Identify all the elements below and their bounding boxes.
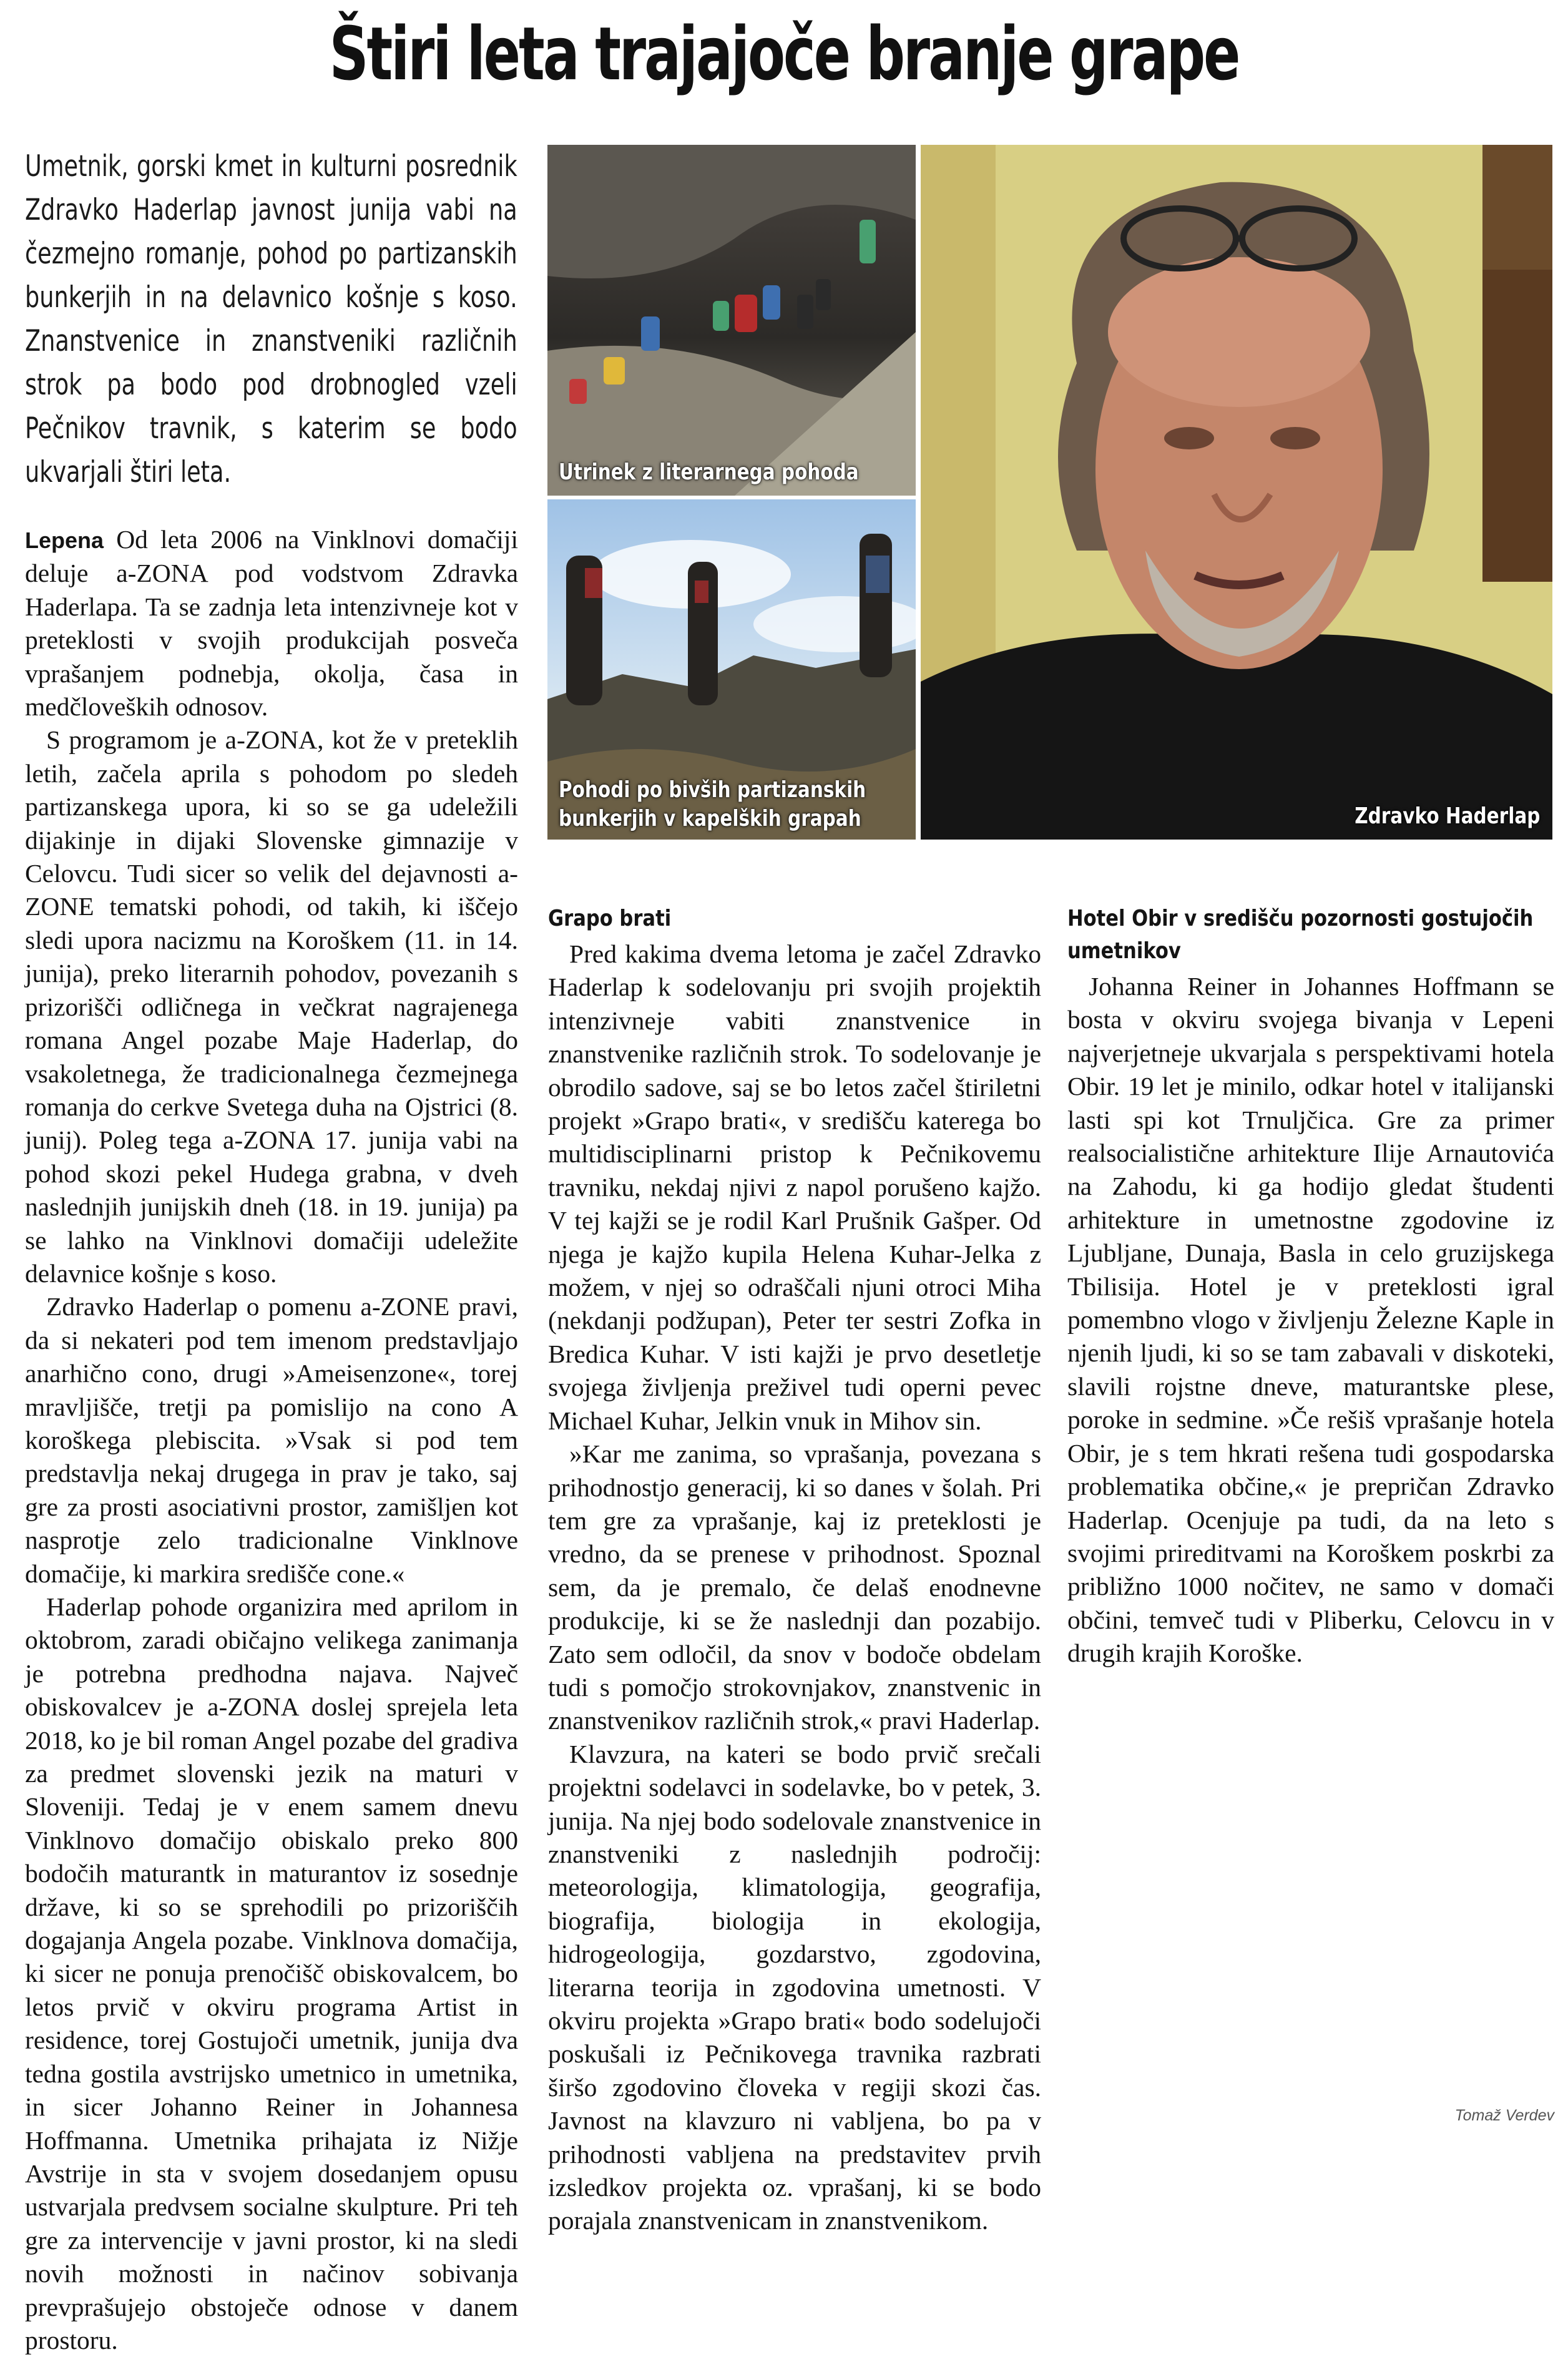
- dateline: Lepena: [25, 527, 104, 553]
- body-paragraph: Pred kakima dvema letoma je začel Zdravko Haderlap k sodelovanju pri svojih projektih intenzivneje vabiti znanstvenice in znanstvenike različnih strok. To sodelovanje je obrodilo sadove, saj se bo letos začel štiriletni projekt »Grapo brati«, v središču katerega bo multidisciplinarni pristop k Pečnikovemu travniku, nekdaj njivi z napol porušeno kajžo. V tej kajži se je rodil Karl Prušnik Gašper. Od njega je kajžo kupila Helena Kuhar-Jelka z možem, v njej so odraščali njuni otroci Miha (nekdanji podžupan), Peter ter sestri Zofka in Bredica Kuhar. V isti kajži je prvo desetletje svojega življenja preživel tudi operni pevec Michael Kuhar, Jelkin vnuk in Mihov sin.: [548, 939, 1041, 1435]
- cave-hike-image: [547, 145, 916, 496]
- body-paragraph: S programom je a-ZONA, kot že v preteklih letih, začela aprila s pohodom po sledeh partizanskega upora, ki so se ga udeležili dijakinje in dijaki Slovenske gimnazije v Celovcu. Tudi sicer so velik del dejavnosti a-ZONE tematski pohodi, od takih, ki iščejo sledi upora nacizmu na Koroškem (11. in 14. junija), preko literarnih pohodov, povezanih s prizorišči odličnega in večkrat nagrajenega romana Angel pozabe Maje Haderlap, do vsakoletnega, že tradicionalnega čezmejnega romanja do cerkve Svetega duha na Ojstrici (8. junij). Poleg tega a-ZONA 17. junija vabi na pohod skozi pekel Hudega grabna, v dveh naslednjih junijskih dneh (18. in 19. junija) pa se lahko na Vinklnovi domačiji udeležite delavnice košnje s koso.: [25, 725, 518, 1288]
- body-paragraph: Klavzura, na kateri se bodo prvič srečali projektni sodelavci in sodelavke, bo v petek, 3. junija. Na njej bodo sodelovale znanstvenice in znanstveniki z naslednjih področij: meteorologija, klimatologija, geografija, biografija, biologija in ekologija, hidrogeologija, gozdarstvo, zgodovina, literarna teorija in zgodovina umetnosti. V okviru projekta »Grapo brati« bodo sodelujoči poskušali iz Pečnikovega travnika razbrati širšo zgodovino človeka v regiji skozi čas. Javnost na klavzuro ni vabljena, bo pa v prihodnosti vabljena na predstavitev prvih izsledkov projekta oz. vprašanj, ki se bodo porajala znanstvenicam in znanstvenikom.: [548, 1739, 1041, 2235]
- article-column-3: [1067, 886, 1554, 1670]
- body-paragraph: Johanna Reiner in Johannes Hoffmann se bosta v okviru svojega bivanja v Lepeni najverjetneje ukvarjala s perspektivami hotela Obir. 19 let je minilo, odkar hotel v italijanski lasti spi kot Trnuljčica. Gre za primer realsocialistične arhitekture Ilije Arnautovića na Zahodu, ki ga hodijo gledat študenti arhitekture in umetnostne zgodovine iz Ljubljane, Dunaja, Basla in celo gruzijskega Tbilisija. Hotel je v preteklosti igral pomembno vlogo v življenju Železne Kaple in njenih ljudi, ki so se tam zabavali v diskoteki, slavili rojstne dneve, maturantske plese, poroke in sedmine. »Če rešiš vprašanje hotela Obir, je s tem hkrati rešena tudi gospodarska problematika občine,« je prepričan Zdravko Haderlap. Ocenjuje pa tudi, da na leto s svojimi prireditvami na Koroškem poskrbi za približno 1000 nočitev, ne samo v domači občini, temveč tudi v Pliberku, Celovcu in v drugih krajih Koroške.: [1067, 972, 1554, 1668]
- body-paragraph: Lepena Od leta 2006 na Vinklnovi domačiji deluje a-ZONA pod vodstvom Zdravka Haderlapa. Ta se zadnja leta intenzivneje kot v preteklosti v svojih produkcijah posveča vprašanjem podnebja, okolja, časa in medčloveških odnosov.: [25, 525, 518, 722]
- article-column-2: [548, 886, 1041, 2238]
- portrait-image: [921, 145, 1552, 840]
- lead-paragraph: Umetnik, gorski kmet in kulturni posrednik Zdravko Haderlap javnost junija vabi na čezmejno romanje, pohod po partizanskih bunkerjih in na delavnico košnje s koso. Znanstvenice in znanstveniki različnih strok pa bodo pod drobnogled vzeli Pečnikov travnik, s katerim se bodo ukvarjali štiri leta.: [25, 149, 517, 489]
- photo-caption: Zdravko Haderlap: [1354, 803, 1540, 829]
- section-heading: Grapo brati: [548, 906, 672, 931]
- body-paragraph: Zdravko Haderlap o pomenu a-ZONE pravi, da si nekateri pod tem imenom predstavljajo anarhično cono, drugi »Ameisenzone«, torej mravljišče, tretji pa pomislijo na cono A koroškega plebiscita. »Vsak si pod tem predstavlja nekaj drugega in prav je tako, saj gre za prosti asociativni prostor, zamišljen kot nasprotje zelo tradicionalne Vinklnove domačije, ki markira središče cone.«: [25, 1292, 518, 1588]
- body-paragraph: »Kar me zanima, so vprašanja, povezana s prihodnostjo generacij, ki so danes v šolah. Pri tem gre za vprašanje, kaj iz preteklosti je vredno, da se prenese v prihodnost. Spoznal sem, da je premalo, če delaš enodnevne produkcije, ki se že naslednji dan pozabijo. Zato sem odločil, da snov v bodoče obdelam tudi s pomočjo strokovnjakov, znanstvenic in znanstvenikov različnih strok,« pravi Haderlap.: [548, 1439, 1041, 1735]
- article-column-1: [25, 523, 518, 2357]
- section-heading: Hotel Obir v središču pozornosti gostujočih umetnikov: [1067, 906, 1534, 964]
- body-paragraph-continued: Haderlap pohode organizira med aprilom in oktobrom, zaradi običajno velikega zanimanja je potrebna predhodna najava. Največ obiskovalcev je a-ZONA doslej sprejela leta 2018, ko je bil roman Angel pozabe del gradiva za predmet slovenski jezik na maturi v Sloveniji. Tedaj je v enem samem dnevu Vinklnovo domačijo obiskalo preko 800 bodočih maturantk in maturantov iz sosednje države, ki so se sprehodili po prizoriščih dogajanja Angela pozabe. Vinklnova domačija, ki sicer ne ponuja prenočišč obiskovalcem, bo letos prvič v okviru programa Artist in residence, torej Gostujoči umetnik, junija dva tedna gostila avstrijsko umetnico in umetnika, in sicer Johanno Reiner in Johannesa Hoffmanna. Umetnika prihajata iz Nižje Avstrije in sta v svojem dosedanjem opusu ustvarjala predvsem socialne skulpture. Pri teh gre za intervencije v javni prostor, ki na sledi novih možnosti in načinov sobivanja prevprašujejo obstoječe odnose v danem prostoru.: [25, 1592, 518, 2355]
- photo-literary-hike: [547, 145, 916, 496]
- photo-portrait: [921, 145, 1552, 840]
- photo-caption: Pohodi po bivših partizanskih bunkerjih v kapelških grapah: [559, 777, 866, 831]
- photo-partisan-bunkers: [547, 499, 916, 840]
- byline: Tomaž Verdev: [1454, 2107, 1554, 2124]
- photo-caption: Utrinek z literarnega pohoda: [559, 459, 859, 485]
- headline: Štiri leta trajajoče branje grape: [329, 11, 1239, 97]
